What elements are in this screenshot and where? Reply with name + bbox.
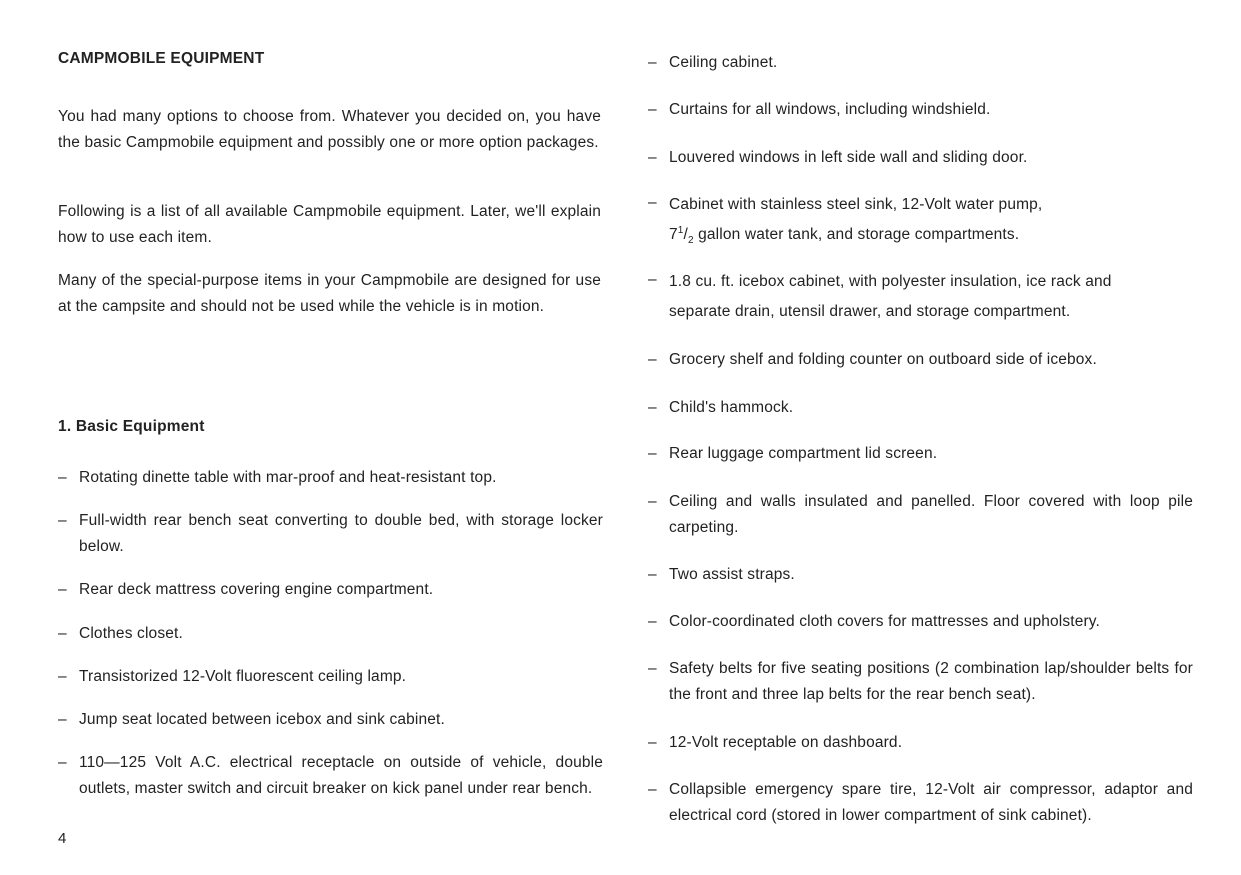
section-heading: 1. Basic Equipment xyxy=(58,418,205,435)
bullet-dash: – xyxy=(58,581,67,598)
list-item: – Cabinet with stainless steel sink, 12-Volt water pump, $7^1/_2$ gallon water tank, and storage compartments. xyxy=(648,190,1193,250)
list-item: – Safety belts for five seating positions (2 combination lap/shoulder belts for the front and three lap belts for the rear bench seat). xyxy=(648,656,1193,708)
bullet-dash: – xyxy=(648,566,657,583)
bullet-dash: – xyxy=(648,54,657,71)
list-item: – Louvered windows in left side wall and sliding door. xyxy=(648,145,1193,171)
list-item: – 110—125 Volt A.C. electrical receptacle on outside of vehicle, double outlets, master switch and circuit breaker on kick panel under rear bench. xyxy=(58,750,603,802)
bullet-dash: – xyxy=(648,271,657,288)
bullet-dash: – xyxy=(648,493,657,510)
page-number: 4 xyxy=(58,830,67,847)
bullet-dash: – xyxy=(648,613,657,630)
list-item: – Curtains for all windows, including windshield. xyxy=(648,97,1193,123)
bullet-dash: – xyxy=(58,625,67,642)
list-item: – Ceiling cabinet. xyxy=(648,50,1193,76)
list-item: – Grocery shelf and folding counter on outboard side of icebox. xyxy=(648,347,1193,373)
list-item: – Rear deck mattress covering engine compartment. xyxy=(58,577,603,603)
list-item: – Rotating dinette table with mar-proof and heat-resistant top. xyxy=(58,465,603,491)
list-item: – Rear luggage compartment lid screen. xyxy=(648,441,1193,467)
list-intro-paragraph: Following is a list of all available Campmobile equipment. Later, we'll explain how to use each item. xyxy=(58,203,601,246)
bullet-dash: – xyxy=(648,734,657,751)
bullet-dash: – xyxy=(648,399,657,416)
bullet-dash: – xyxy=(648,781,657,798)
list-item: – Transistorized 12-Volt fluorescent ceiling lamp. xyxy=(58,664,603,690)
list-item: – Full-width rear bench seat converting to double bed, with storage locker below. xyxy=(58,508,603,560)
bullet-dash: – xyxy=(648,194,657,211)
list-item: – Two assist straps. xyxy=(648,562,1193,588)
campsite-paragraph: Many of the special-purpose items in your Campmobile are designed for use at the campsite and should not be used while the vehicle is in motion. xyxy=(58,272,601,315)
bullet-dash: – xyxy=(58,711,67,728)
bullet-dash: – xyxy=(648,660,657,677)
water-tank-line: $7^1/_2$ gallon water tank, and storage compartments. xyxy=(669,224,1020,247)
bullet-dash: – xyxy=(648,101,657,118)
intro-paragraph: You had many options to choose from. Whatever you decided on, you have the basic Campmobile equipment and possibly one or more option packages. xyxy=(58,108,601,151)
bullet-dash: – xyxy=(648,351,657,368)
list-item: – Collapsible emergency spare tire, 12-Volt air compressor, adaptor and electrical cord (stored in lower compartment of sink cabinet). xyxy=(648,777,1193,829)
list-item: – Clothes closet. xyxy=(58,621,603,647)
list-item: – 12-Volt receptable on dashboard. xyxy=(648,730,1193,756)
bullet-dash: – xyxy=(58,668,67,685)
page-title: CAMPMOBILE EQUIPMENT xyxy=(58,50,265,67)
bullet-dash: – xyxy=(648,445,657,462)
list-item: – Color-coordinated cloth covers for mattresses and upholstery. xyxy=(648,609,1193,635)
list-item: – Jump seat located between icebox and sink cabinet. xyxy=(58,707,603,733)
list-item: – Child's hammock. xyxy=(648,395,1193,421)
list-item: – 1.8 cu. ft. icebox cabinet, with polyester insulation, ice rack and separate drain, utensil drawer, and storage compartment. xyxy=(648,267,1193,327)
bullet-dash: – xyxy=(648,149,657,166)
bullet-dash: – xyxy=(58,512,67,529)
bullet-dash: – xyxy=(58,754,67,771)
list-item: – Ceiling and walls insulated and panelled. Floor covered with loop pile carpeting. xyxy=(648,489,1193,541)
bullet-dash: – xyxy=(58,469,67,486)
